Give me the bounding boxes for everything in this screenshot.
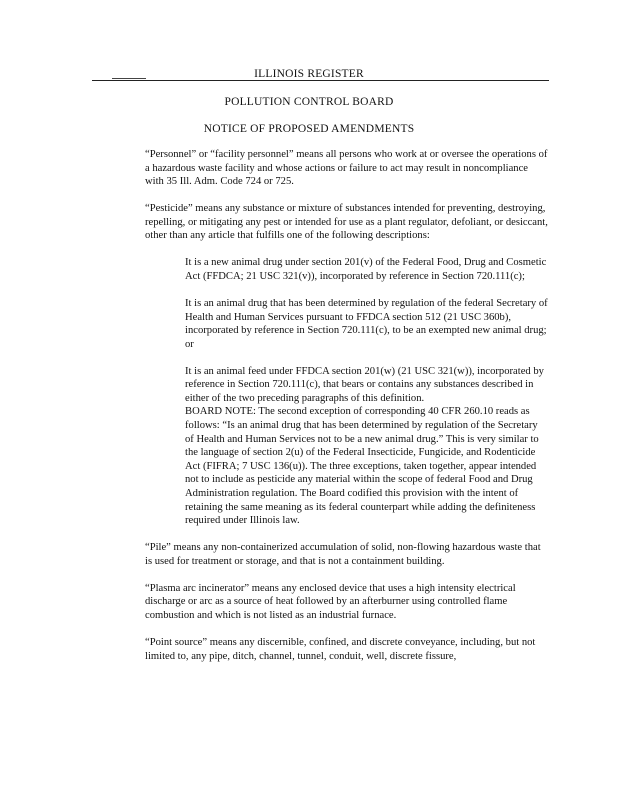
pesticide-exception-1: It is a new animal drug under section 201(v) of the Federal Food, Drug and Cosmetic Act (FFDCA; 21 USC 321(v)), incorporated by reference in Section 720.111(c); bbox=[185, 257, 547, 282]
document-body bbox=[145, 148, 549, 677]
board-title: POLLUTION CONTROL BOARD bbox=[224, 96, 394, 108]
notice-title: NOTICE OF PROPOSED AMENDMENTS bbox=[203, 123, 415, 135]
register-title: ILLINOIS REGISTER bbox=[254, 68, 364, 80]
definition-pile: “Pile” means any non-containerized accumulation of solid, non-flowing hazardous waste that is used for treatment or storage, and that is not a containment building. bbox=[145, 542, 541, 567]
definition-pesticide: “Pesticide” means any substance or mixture of substances intended for preventing, destroying, repelling, or mitigating any pest or intended for use as a plant regulator, defoliant, or desiccant, other than any article that fulfills one of the following descriptions: bbox=[145, 203, 548, 242]
board-note: BOARD NOTE: The second exception of corresponding 40 CFR 260.10 reads as follows: “Is an animal drug that has been determined by regulation of the Secretary of Health and Human Services not to be a new animal drug.” This is very similar to the language of section 2(u) of the Federal Insecticide, Fungicide, and Rodenticide Act (FIFRA; 7 USC 136(u)). The three exceptions, taken together, appear intended not to include as pesticide any material within the scope of federal Food and Drug Administration regulation. The Board codified this provision with the intent of retaining the same meaning as its federal counterpart while adding the definiteness required under Illinois law. bbox=[185, 406, 539, 527]
pesticide-exception-2: It is an animal drug that has been determined by regulation of the federal Secretary of Health and Human Services pursuant to FFDCA section 512 (21 USC 360b), incorporated by reference in Section 720.111(c), to be an exempted new animal drug; or bbox=[185, 297, 548, 350]
definition-personnel: “Personnel” or “facility personnel” means all persons who work at or oversee the operations of a hazardous waste facility and whose actions or failure to act may result in noncompliance with 35 Ill. Adm. Code 724 or 725. bbox=[145, 149, 548, 188]
pesticide-exception-3: It is an animal feed under FFDCA section 201(w) (21 USC 321(w)), incorporated by reference in Section 720.111(c), that bears or contains any substances described in either of the two preceding paragraphs of this definition. bbox=[185, 365, 544, 404]
definition-plasma-arc-incinerator: “Plasma arc incinerator” means any enclosed device that uses a high intensity electrical discharge or arc as a source of heat followed by an afterburner using controlled flame combustion and which is not listed as an industrial furnace. bbox=[145, 582, 516, 621]
definition-point-source: “Point source” means any discernible, confined, and discrete conveyance, including, but not limited to, any pipe, ditch, channel, tunnel, conduit, well, discrete fissure, bbox=[145, 636, 536, 662]
